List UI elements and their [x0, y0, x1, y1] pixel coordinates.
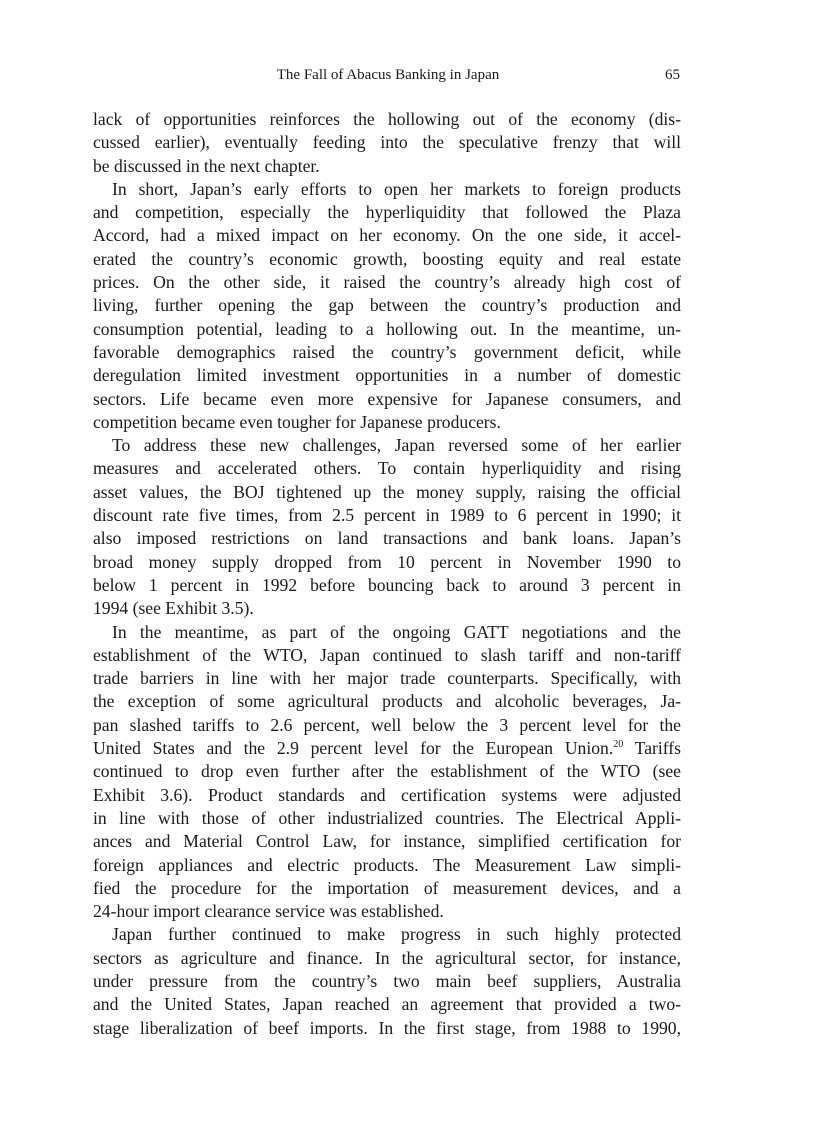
text-line: To address these new challenges, Japan reversed some of her earlier	[112, 435, 681, 456]
text-line: broad money supply dropped from 10 percent in November 1990 to	[93, 551, 681, 572]
text-line: ances and Material Control Law, for instance, simplified certification for	[93, 831, 681, 852]
running-title: The Fall of Abacus Banking in Japan	[276, 67, 500, 83]
text-line: Accord, had a mixed impact on her economy. On the one side, it accel-	[93, 225, 681, 246]
text-line: 1994 (see Exhibit 3.5).	[93, 598, 254, 619]
text-line: United States and the 2.9 percent level for the European Union.$^{20}$ Tariffs	[93, 738, 682, 759]
text-line: Exhibit 3.6). Product standards and certification systems were adjusted	[93, 784, 681, 805]
footnote-reference[interactable]: 20	[613, 739, 624, 751]
text-line: also imposed restrictions on land transactions and bank loans. Japan’s	[93, 528, 681, 549]
text-line: the exception of some agricultural products and alcoholic beverages, Ja-	[93, 691, 681, 712]
text-line: measures and accelerated others. To contain hyperliquidity and rising	[93, 458, 681, 479]
text-line: consumption potential, leading to a hollowing out. In the meantime, un-	[93, 318, 681, 339]
text-line: Japan further continued to make progress in such highly protected	[112, 924, 681, 945]
text-line: sectors. Life became even more expensive for Japanese consumers, and	[93, 388, 681, 409]
paragraph	[93, 923, 681, 1039]
paragraph	[93, 108, 681, 178]
text-line: 24-hour import clearance service was established.	[93, 901, 444, 922]
text-line: competition became even tougher for Japanese producers.	[93, 411, 501, 432]
text-line: asset values, the BOJ tightened up the money supply, raising the official	[93, 481, 681, 502]
body-text	[93, 108, 681, 1040]
running-header	[0, 63, 816, 87]
paragraph	[93, 434, 681, 620]
text-line: establishment of the WTO, Japan continued to slash tariff and non-tariff	[93, 644, 681, 665]
text-line: favorable demographics raised the country’s government deficit, while	[93, 341, 681, 362]
text-line: under pressure from the country’s two main beef suppliers, Australia	[93, 970, 681, 991]
text-line: fied the procedure for the importation of measurement devices, and a	[93, 877, 681, 898]
text-line: foreign appliances and electric products. The Measurement Law simpli-	[93, 854, 681, 875]
text-line: pan slashed tariffs to 2.6 percent, well below the 3 percent level for the	[93, 714, 681, 735]
text-line: prices. On the other side, it raised the country’s already high cost of	[93, 272, 681, 293]
text-line: erated the country’s economic growth, boosting equity and real estate	[93, 248, 681, 269]
text-line: in line with those of other industrialized countries. The Electrical Appli-	[93, 807, 681, 828]
text-line: trade barriers in line with her major trade counterparts. Specifically, with	[93, 668, 681, 689]
text-line: In short, Japan’s early efforts to open her markets to foreign products	[112, 178, 681, 199]
text-line: deregulation limited investment opportunities in a number of domestic	[93, 365, 681, 386]
text-line: and competition, especially the hyperliquidity that followed the Plaza	[93, 202, 681, 223]
text-line: sectors as agriculture and finance. In the agricultural sector, for instance,	[93, 947, 681, 968]
paragraph	[93, 178, 681, 434]
text-line: below 1 percent in 1992 before bouncing back to around 3 percent in	[93, 574, 681, 595]
paragraph	[93, 621, 681, 924]
text-line: be discussed in the next chapter.	[93, 155, 320, 176]
text-line: In the meantime, as part of the ongoing GATT negotiations and the	[112, 621, 681, 642]
text-line: and the United States, Japan reached an agreement that provided a two-	[93, 994, 681, 1015]
text-line: stage liberalization of beef imports. In the first stage, from 1988 to 1990,	[93, 1017, 681, 1038]
text-line: cussed earlier), eventually feeding into the speculative frenzy that will	[93, 132, 681, 153]
text-line: discount rate five times, from 2.5 percent in 1989 to 6 percent in 1990; it	[93, 505, 681, 526]
text-line: lack of opportunities reinforces the hollowing out of the economy (dis-	[93, 109, 681, 129]
page-number: 65	[665, 67, 680, 83]
text-line: living, further opening the gap between the country’s production and	[93, 295, 681, 316]
text-line: continued to drop even further after the establishment of the WTO (see	[93, 761, 681, 782]
